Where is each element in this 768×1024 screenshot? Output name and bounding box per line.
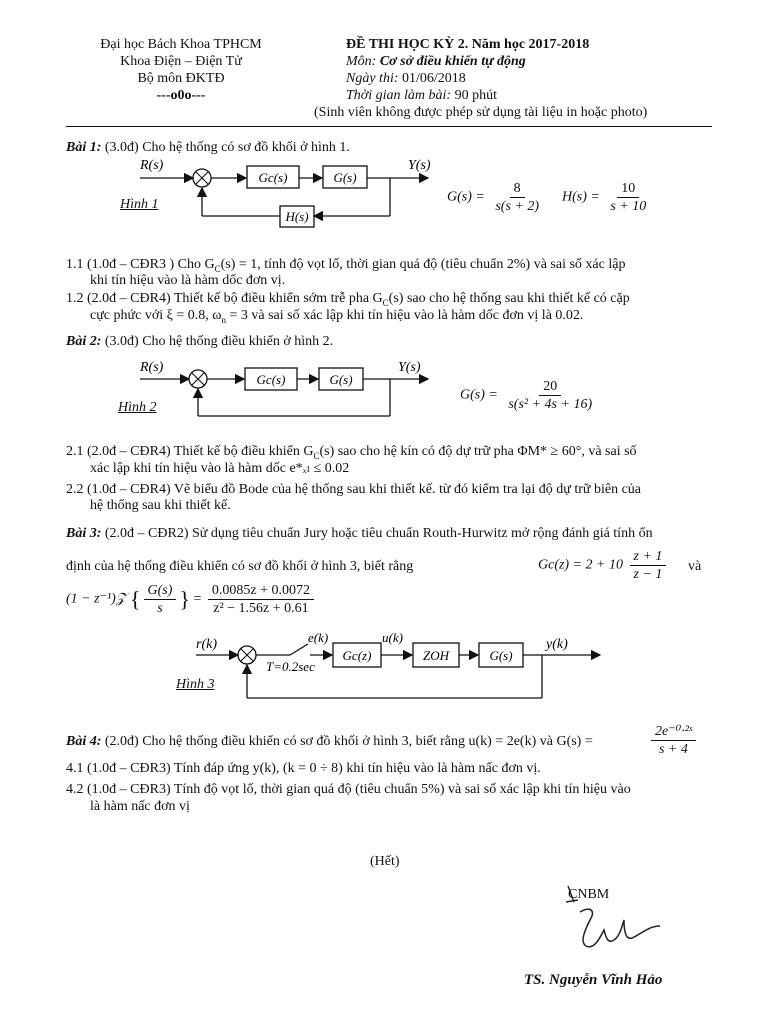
subject-label: Môn: [346,54,377,69]
signer-name: TS. Nguyễn Vĩnh Hảo [524,972,663,988]
university-name: Đại học Bách Khoa TPHCM [100,37,262,52]
date-value: 01/06/2018 [402,71,466,86]
bai1-g-formula: G(s) = $\frac{8}{s(s + 2)}$ [447,181,540,214]
header-divider [66,126,712,127]
fig2-summing-junction [189,370,207,388]
svg-text:Gc(s): Gc(s) [258,170,288,185]
date-row [346,70,466,88]
q1-1-line1: 1.1 (1.0đ – CĐR3 ) Cho $G_C(s) = 1$, tính độ vọt lố, thời gian quá độ (tiêu chuẩn 2%) và sai số xác lập [66,257,626,274]
fig1-output-label: Y(s) [408,158,431,173]
exam-title: ĐỀ THI HỌC KỲ 2. Năm học 2017-2018 [346,37,590,52]
bai3-and: và [688,559,702,574]
bai2-intro-text: (3.0đ) Cho hệ thống điều khiển ở hình 2. [104,334,334,349]
fig3-sampler-switch [290,644,308,655]
q1-2-line1: 1.2 (2.0đ – CĐR4) Thiết kế bộ điều khiển sớm trễ pha $G_C(s)$ sao cho hệ thống sau khi thiết kế có cặp [66,291,630,308]
fig3-sampler-label: T=0.2sec [266,659,315,674]
q2-1-line2: xác lập khi tín hiệu vào là hàm dốc e*ₓₗ ≤ 0.02 [90,461,350,476]
signer-title: CNBM [568,887,610,902]
bai4-intro: Bài 4: (2.0đ) Cho hệ thống điều khiển có sơ đồ khối ở hình 3, biết rằng u(k) = 2e(k) và G(s) = [66,734,593,749]
end-marker: (Hết) [370,854,400,869]
q2-1-line1: 2.1 (2.0đ – CĐR4) Thiết kế bộ điều khiển $G_C(s)$ sao cho hệ kín có độ dự trữ pha ΦM* ≥ 60°, và sai số [66,444,637,461]
svg-text:G(s): G(s) [489,648,513,663]
bai1-label: Bài 1: [66,140,102,155]
bai1-h-formula: H(s) = $\frac{10}{s + 10}$ [562,181,647,214]
bai3-line1: Bài 3: (2.0đ – CĐR2) Sử dụng tiêu chuẩn Jury hoặc tiêu chuẩn Routh-Hurwitz mở rộng đánh giá tính ổn [66,526,653,541]
subject-row [346,53,526,71]
duration-label: Thời gian làm bài: [346,88,452,103]
signature [560,880,670,960]
fig3-control-label: u(k) [382,630,403,645]
q4-2-line1: 4.2 (1.0đ – CĐR3) Tính độ vọt lố, thời gian quá độ (tiêu chuẩn 5%) và sai số xác lập khi tín hiệu vào [66,782,631,797]
svg-text:Gc(s): Gc(s) [256,372,286,387]
bai2-intro [66,333,333,351]
bai4-g-formula: $\frac{\text{2e⁻⁰·²ˢ}}{s + 4}$ [648,723,699,758]
department-name: Bộ môn ĐKTĐ [137,71,225,86]
bai3-gc-formula: Gc(z) = 2 + 10 $\frac{z + 1}{z - 1}$ [538,548,669,583]
q2-2-line1: 2.2 (1.0đ – CĐR4) Vẽ biểu đồ Bode của hệ thống sau khi thiết kế. từ đó kiểm tra lại độ dự trữ biên của [66,482,642,497]
exam-note: (Sinh viên không được phép sử dụng tài liệu in hoặc photo) [314,105,648,120]
bai2-g-formula: G(s) = $\frac{20}{\text{s(s² + 4s + 16)}}$ [460,379,593,412]
fig3-summing-junction [238,646,256,664]
fig1-caption: Hình 1 [120,197,159,212]
q1-2-line2: cực phức với ξ = 0.8, $\omega_n = 3$ và sai số xác lập khi tín hiệu vào là hàm dốc đơn vị là 0.02. [90,308,584,325]
duration-value: 90 phút [454,88,497,103]
fig1-summing-junction [193,169,211,187]
bai3-ztransform-formula: (1 − z⁻¹)𝒵 { $\frac{G(s)}{s}$ } = $\frac{0.0085z + 0.0072}{\text{z² − 1.56z + 0.61}}$ [66,582,317,617]
bai4-label: Bài 4: [66,734,102,749]
q4-2-line2: là hàm nấc đơn vị [90,799,190,814]
faculty-name: Khoa Điện – Điện Tử [120,54,242,69]
fig1-input-label: R(s) [140,158,164,173]
figure-2-block-diagram [110,354,440,426]
q2-2-line2: hệ thống sau khi thiết kế. [90,498,231,513]
bai1-intro-text: (3.0đ) Cho hệ thống có sơ đồ khối ở hình 1. [104,140,350,155]
header-ornament: ---o0o--- [156,88,206,103]
bai3-line2: định của hệ thống điều khiển có sơ đồ khối ở hình 3, biết rằng [66,559,414,574]
svg-text:ZOH: ZOH [422,648,450,663]
bai2-label: Bài 2: [66,334,102,349]
figure-1-block-diagram [110,152,440,232]
fig3-output-label: y(k) [546,637,568,652]
svg-text:G(s): G(s) [329,372,353,387]
svg-text:H(s): H(s) [285,209,309,224]
fig2-caption: Hình 2 [118,400,157,415]
bai3-label: Bài 3: [66,526,102,541]
date-label: Ngày thi: [346,71,399,86]
subject-value: Cơ sở điều khiển tự động [379,54,526,69]
svg-text:G(s): G(s) [333,170,357,185]
fig3-caption: Hình 3 [176,677,215,692]
fig3-input-label: r(k) [196,637,217,652]
fig2-input-label: R(s) [140,360,164,375]
q4-1: 4.1 (1.0đ – CĐR3) Tính đáp ứng y(k), (k = 0 ÷ 8) khi tín hiệu vào là hàm nấc đơn vị. [66,761,541,776]
svg-text:Gc(z): Gc(z) [342,648,372,663]
fig2-output-label: Y(s) [398,360,421,375]
duration-row [346,87,497,105]
q1-1-line2: khi tín hiệu vào là hàm dốc đơn vị. [90,273,286,288]
figure-3-block-diagram [190,630,610,706]
fig3-error-label: e(k) [308,630,329,645]
